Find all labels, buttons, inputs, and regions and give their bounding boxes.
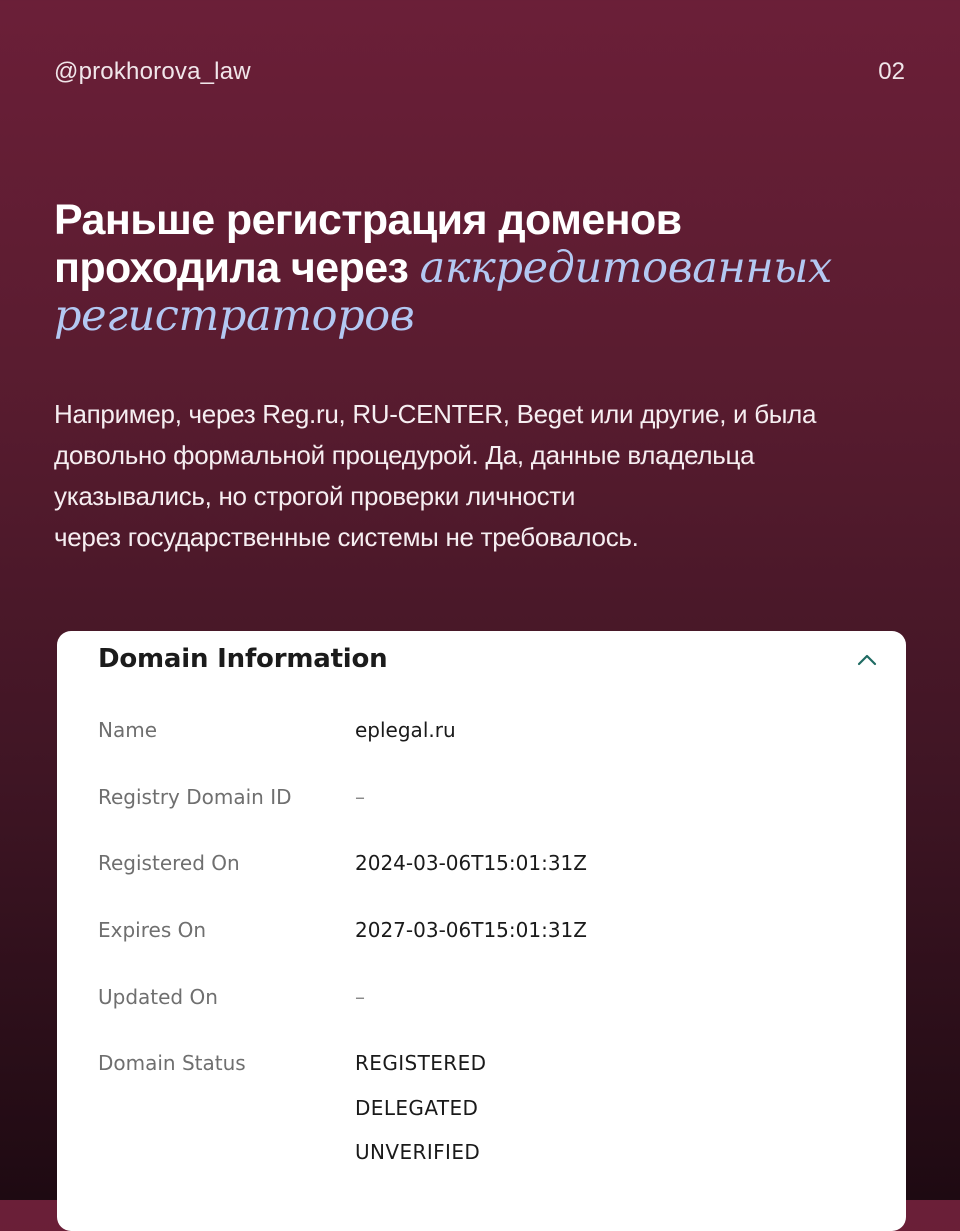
row-label: Registry Domain ID (98, 785, 292, 809)
status-value: REGISTERED (355, 1051, 487, 1075)
row-value: – (355, 785, 365, 809)
headline (54, 196, 924, 340)
row-label: Updated On (98, 985, 218, 1009)
row-label: Expires On (98, 918, 207, 942)
author-handle: @prokhorova_law (54, 58, 251, 85)
body-line: довольно формальной процедурой. Да, данные владельца (54, 440, 755, 470)
page-number: 02 (878, 58, 905, 85)
status-value: UNVERIFIED (355, 1140, 481, 1164)
row-label: Name (98, 718, 158, 742)
body-line: через государственные системы не требовалось. (54, 522, 639, 552)
headline-line-1: Раньше регистрация доменов (54, 196, 682, 244)
card-title: Domain Information (98, 644, 388, 674)
body-line: Например, через Reg.ru, RU-CENTER, Beget или другие, и была (54, 399, 817, 429)
headline-accent-1: аккредитованных (419, 243, 832, 293)
domain-information-card (57, 631, 906, 1231)
status-value: DELEGATED (355, 1096, 479, 1120)
row-value: – (355, 985, 365, 1009)
row-value: 2027-03-06T15:01:31Z (355, 918, 587, 942)
info-row-domain-status (98, 1051, 878, 1191)
row-value: 2024-03-06T15:01:31Z (355, 851, 587, 875)
row-label: Domain Status (98, 1051, 246, 1075)
body-paragraph (54, 394, 924, 558)
collapse-button[interactable] (852, 645, 882, 675)
headline-line-2: проходила через (54, 244, 420, 292)
body-line: указывались, но строгой проверки личности (54, 481, 576, 511)
headline-accent-2: регистраторов (54, 291, 415, 341)
chevron-up-icon (852, 645, 882, 675)
row-label: Registered On (98, 851, 240, 875)
row-value: eplegal.ru (355, 718, 456, 742)
